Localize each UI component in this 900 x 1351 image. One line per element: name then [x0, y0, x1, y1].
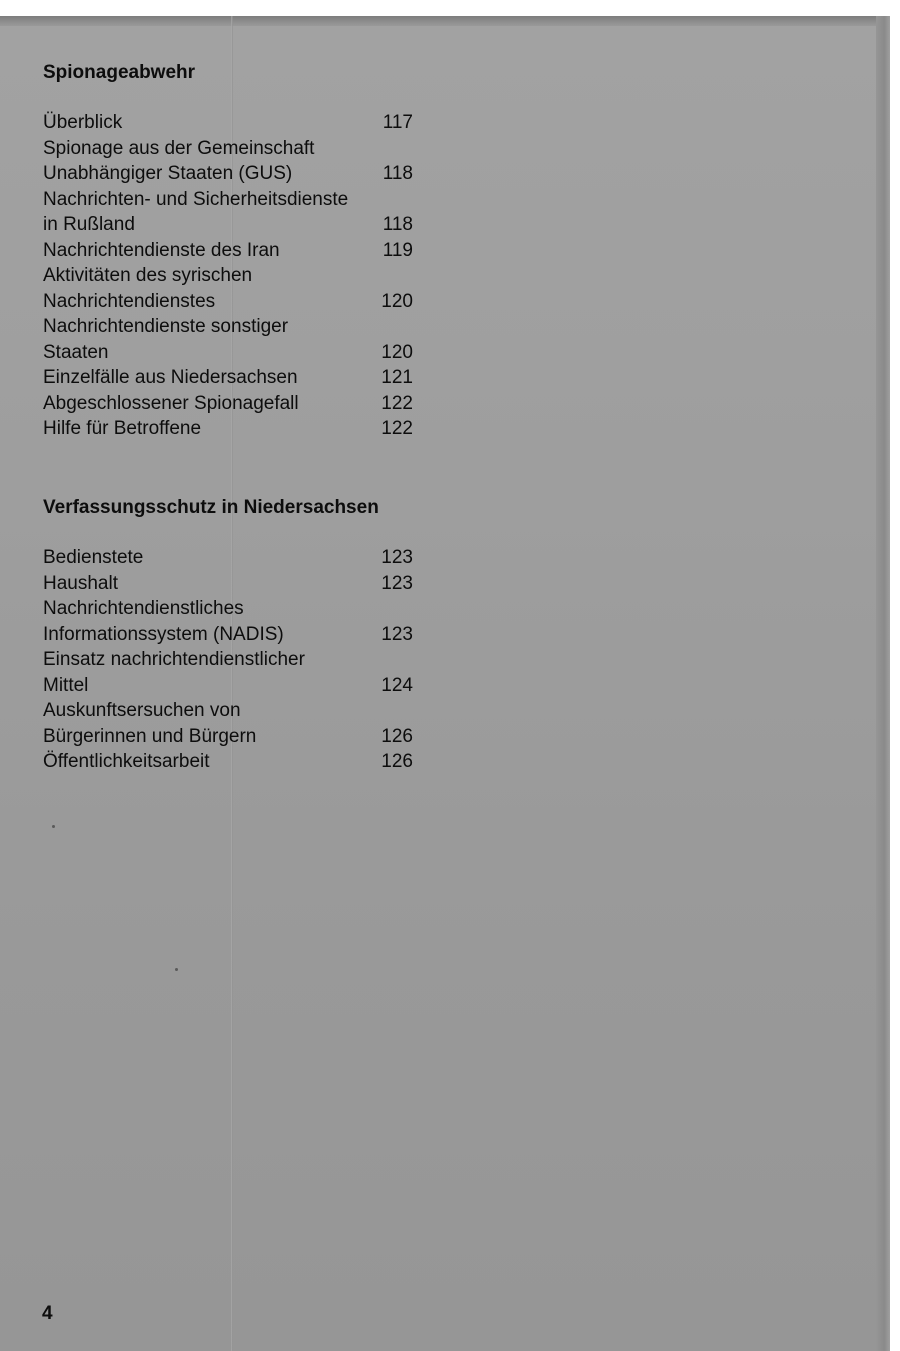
toc-entry-title: Nachrichtendienstliches	[43, 598, 244, 619]
toc-section-spionageabwehr	[43, 60, 413, 442]
toc-page-number: 126	[381, 751, 413, 772]
dust-speck	[52, 825, 55, 828]
toc-entry-title: Abgeschlossener Spionagefall	[43, 392, 299, 414]
toc-page-number: 122	[381, 418, 413, 439]
toc-entry-title: Informationssystem (NADIS)	[43, 623, 284, 645]
top-shadow	[0, 16, 890, 26]
toc-line	[43, 238, 413, 264]
dust-speck	[175, 968, 178, 971]
toc-line	[43, 416, 413, 442]
toc-line	[43, 571, 413, 597]
toc-line	[43, 622, 413, 648]
toc-entry-title: Nachrichtendienste des Iran	[43, 239, 280, 261]
page-edge-shadow	[876, 16, 890, 1351]
toc-page-number: 123	[381, 547, 413, 568]
toc-line	[43, 187, 413, 213]
toc-entry-list	[43, 545, 413, 775]
toc-line	[43, 263, 413, 289]
toc-entry-title: Bedienstete	[43, 547, 144, 568]
toc-line	[43, 724, 413, 750]
toc-entry-title: Haushalt	[43, 572, 118, 594]
toc-page-number: 126	[381, 725, 413, 747]
toc-entry-title: Mittel	[43, 674, 89, 696]
toc-page-number	[369, 187, 413, 213]
toc-page-number	[369, 596, 413, 622]
toc-entry-title: Einsatz nachrichtendienstlicher	[43, 649, 305, 670]
toc-line	[43, 110, 413, 136]
section-heading: Spionageabwehr	[43, 62, 196, 83]
section-heading: Verfassungsschutz in Niedersachsen	[43, 497, 379, 518]
toc-page-number: 118	[382, 214, 413, 235]
toc-page-number: 117	[382, 112, 413, 133]
toc-page-number: 123	[381, 572, 413, 594]
toc-page-number: 120	[381, 341, 413, 363]
toc-line	[43, 673, 413, 699]
toc-entry-title: Unabhängiger Staaten (GUS)	[43, 163, 293, 184]
toc-page-number: 124	[381, 674, 413, 696]
toc-entry-title: in Rußland	[43, 214, 135, 235]
toc-entry-title: Nachrichten- und Sicherheitsdienste	[43, 188, 349, 210]
toc-line	[43, 136, 413, 162]
toc-page-number	[369, 263, 413, 289]
toc-entry-title: Nachrichtendienstes	[43, 290, 216, 312]
toc-line	[43, 161, 413, 187]
toc-line	[43, 289, 413, 315]
toc-entry-title: Hilfe für Betroffene	[43, 418, 202, 439]
toc-line	[43, 212, 413, 238]
toc-page-number	[369, 136, 413, 162]
toc-entry-title: Bürgerinnen und Bürgern	[43, 725, 257, 747]
toc-line	[43, 749, 413, 775]
toc-entry-title: Nachrichtendienste sonstiger	[43, 316, 289, 337]
toc-entry-title: Öffentlichkeitsarbeit	[43, 751, 210, 772]
toc-page-number: 118	[382, 163, 413, 184]
toc-page-number	[369, 314, 413, 340]
toc-line	[43, 698, 413, 724]
page-number: 4	[42, 1303, 53, 1324]
toc-entry-title: Auskunftsersuchen von	[43, 700, 241, 721]
toc-section-verfassungsschutz	[43, 495, 413, 775]
toc-page-number: 122	[381, 392, 413, 414]
toc-entry-title: Überblick	[43, 112, 123, 133]
toc-line	[43, 596, 413, 622]
toc-entry-title: Staaten	[43, 341, 109, 363]
toc-page-number: 121	[381, 367, 413, 388]
toc-line	[43, 314, 413, 340]
toc-entry-title: Spionage aus der Gemeinschaft	[43, 137, 315, 159]
toc-line	[43, 391, 413, 417]
toc-page-number: 119	[382, 239, 413, 261]
toc-line	[43, 365, 413, 391]
toc-line	[43, 647, 413, 673]
toc-page-number	[369, 698, 413, 724]
toc-entry-title: Aktivitäten des syrischen	[43, 265, 253, 286]
toc-page-number	[369, 647, 413, 673]
toc-page-number: 120	[381, 290, 413, 312]
toc-line	[43, 340, 413, 366]
toc-line	[43, 545, 413, 571]
toc-entry-title: Einzelfälle aus Niedersachsen	[43, 367, 298, 388]
toc-entry-list	[43, 110, 413, 442]
toc-page-number: 123	[381, 623, 413, 645]
